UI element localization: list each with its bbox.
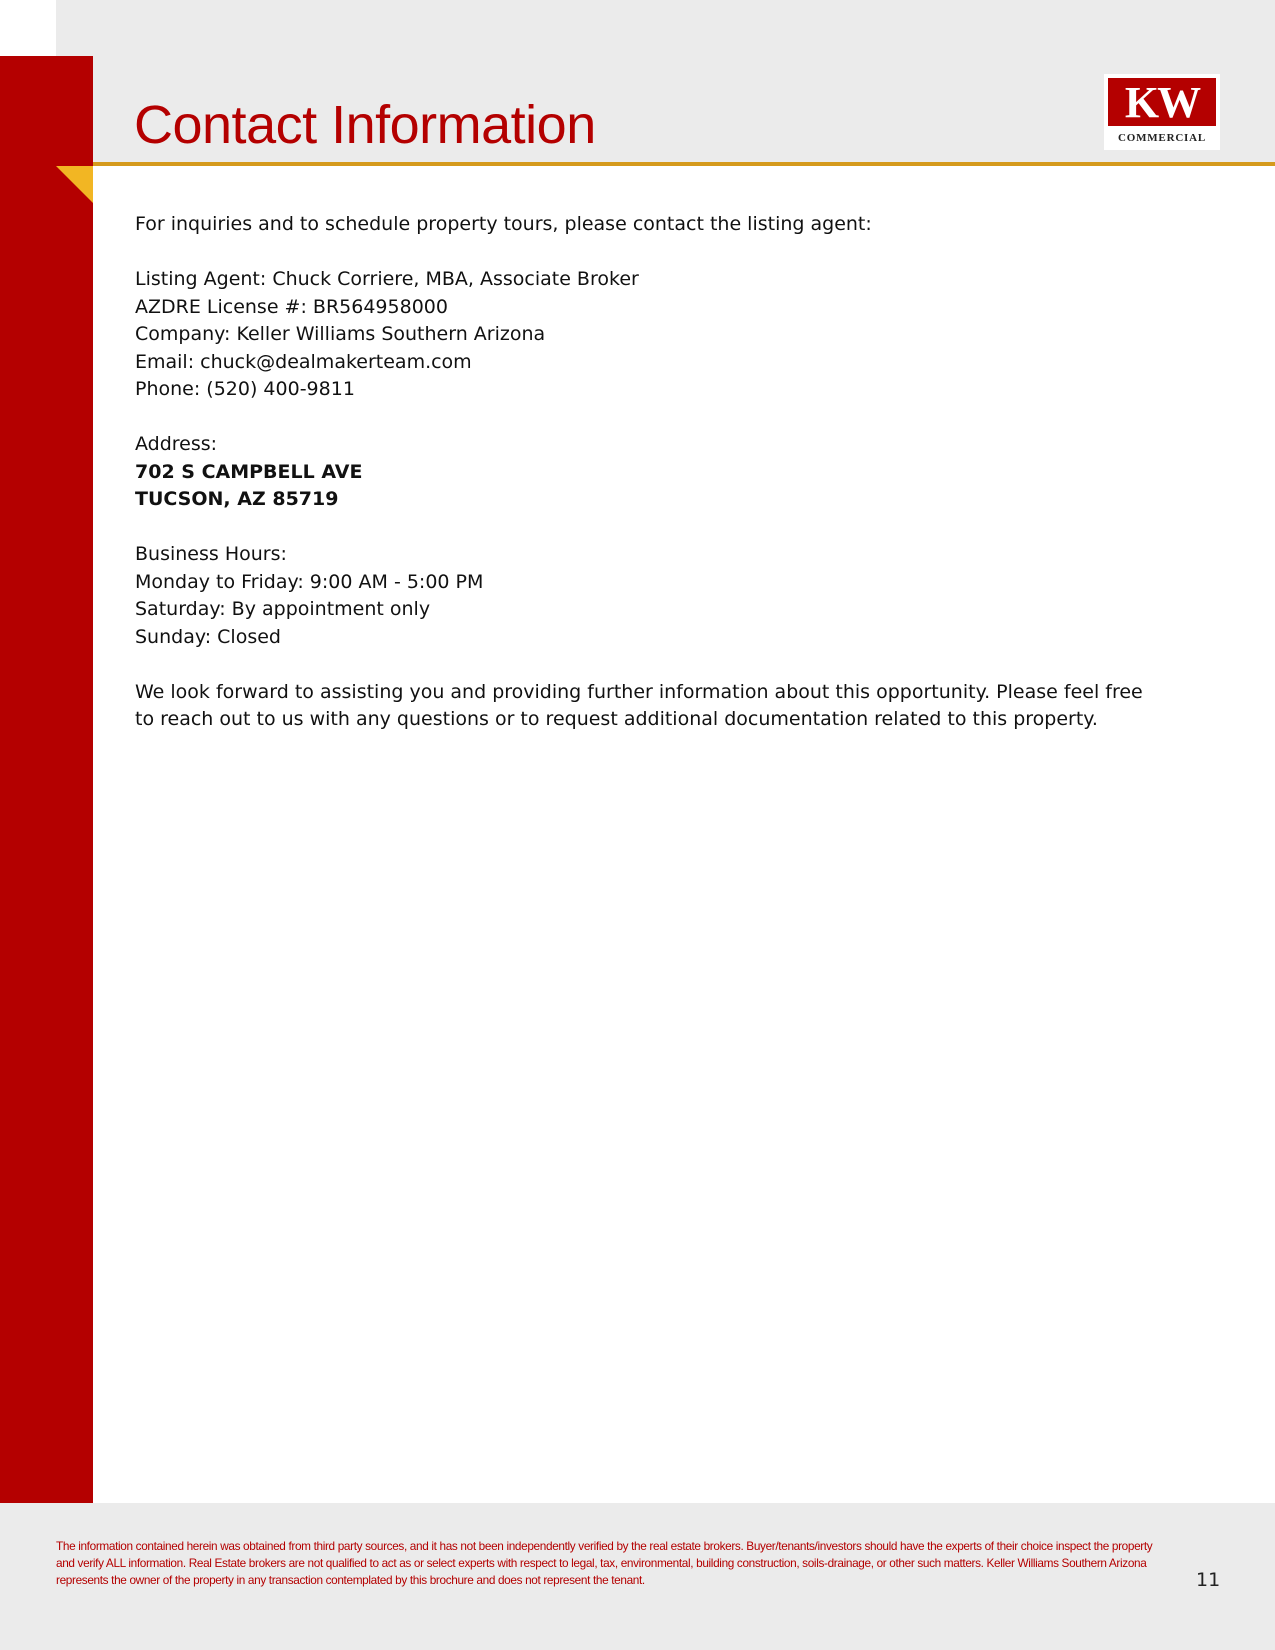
email-address: Email: chuck@dealmakerteam.com [135, 350, 472, 373]
kw-commercial-logo [1104, 74, 1220, 150]
logo-subtitle: COMMERCIAL [1117, 132, 1207, 144]
header-divider [56, 162, 1275, 166]
hours-weekdays: Monday to Friday: 9:00 AM - 5:00 PM [135, 570, 484, 593]
logo-red-box [1108, 78, 1216, 126]
contact-content [135, 211, 1155, 734]
closing-paragraph: We look forward to assisting you and providing further information about this opportunity. Please feel free to reach out to us with any questions or to request additional documentation related to this property. [135, 680, 1143, 730]
hours-label: Business Hours: [135, 543, 287, 565]
hours-saturday: Saturday: By appointment only [135, 598, 431, 620]
listing-agent: Listing Agent: Chuck Corriere, MBA, Associate Broker [135, 268, 639, 290]
phone-number: Phone: (520) 400-9811 [135, 378, 355, 400]
legal-disclaimer: The information contained herein was obtained from third party sources, and it has not been independently verified by the real estate brokers. Buyer/tenants/investors should have the experts of their choice inspect the property and verify ALL information. Real Estate brokers are not qualified to act as or select experts with respect to legal, tax, environmental, building construction, soils-drainage, or other such matters. Keller Williams Southern Arizona represents the owner of the property in any transaction contemplated by this brochure and does not represent the tenant. [56, 1539, 1153, 1587]
logo-mark: KW [1124, 78, 1200, 127]
license-number: AZDRE License #: BR564958000 [135, 295, 448, 318]
page-title: Contact Information [134, 95, 596, 155]
hours-sunday: Sunday: Closed [135, 625, 281, 648]
address-line-2: TUCSON, AZ 85719 [135, 488, 339, 510]
address-line-1: 702 S CAMPBELL AVE [135, 460, 363, 483]
intro-text: For inquiries and to schedule property tours, please contact the listing agent: [135, 213, 872, 235]
company-name: Company: Keller Williams Southern Arizona [135, 323, 546, 345]
left-accent-bar [0, 56, 93, 1503]
page-number: 11 [1196, 1569, 1221, 1591]
address-label: Address: [135, 433, 218, 455]
